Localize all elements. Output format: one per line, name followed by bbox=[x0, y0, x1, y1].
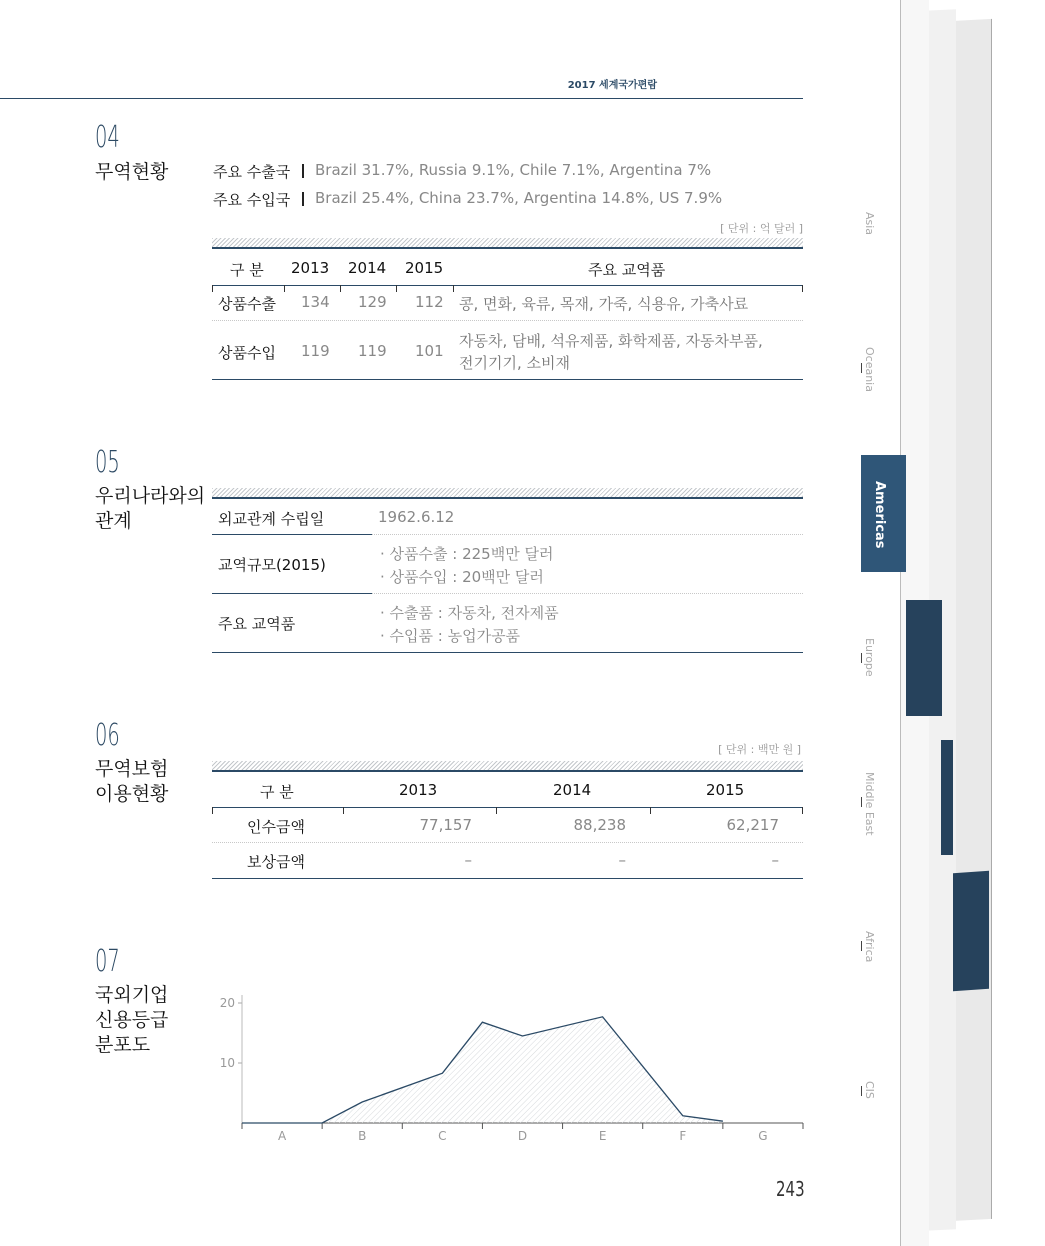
col-tick bbox=[802, 285, 803, 292]
section-title-insurance-2: 이용현황 bbox=[95, 783, 169, 805]
running-header: 2017 세계국가편람 bbox=[567, 80, 657, 91]
table-top-rule bbox=[212, 770, 803, 772]
cell-items-line2: 전기기기, 소비재 bbox=[459, 354, 570, 372]
cell-2015: 62,217 bbox=[726, 816, 779, 834]
cell-2014: 119 bbox=[358, 342, 387, 360]
export-countries-value: Brazil 31.7%, Russia 9.1%, Chile 7.1%, Argentina 7% bbox=[315, 161, 712, 179]
side-tick bbox=[861, 363, 862, 373]
section-title-relations-1: 우리나라와의 bbox=[95, 485, 206, 507]
trade-unit: [ 단위 : 억 달러 ] bbox=[720, 222, 803, 235]
label-rule bbox=[212, 593, 372, 594]
credit-rating-chart bbox=[200, 985, 810, 1145]
col-tick bbox=[340, 285, 341, 292]
table-hatch bbox=[212, 761, 803, 770]
cell-2014: 129 bbox=[358, 293, 387, 311]
table-bottom-rule bbox=[212, 652, 803, 653]
row-divider bbox=[372, 593, 803, 594]
side-tick bbox=[861, 1086, 862, 1096]
col-header-2014: 2014 bbox=[553, 781, 592, 799]
col-header-2013: 2013 bbox=[399, 781, 438, 799]
cell-items: 콩, 면화, 육류, 목재, 가죽, 식용유, 가축사료 bbox=[459, 295, 749, 313]
row-label: 상품수입 bbox=[218, 344, 276, 362]
import-countries-value: Brazil 25.4%, China 23.7%, Argentina 14.8%, US 7.9% bbox=[315, 189, 723, 207]
col-header-2015: 2015 bbox=[405, 259, 444, 277]
side-tick bbox=[861, 653, 862, 663]
x-tick-label: G bbox=[758, 1129, 768, 1143]
y-tick-label: 20 bbox=[219, 996, 235, 1010]
cell-2015: – bbox=[771, 851, 779, 869]
side-tab-asia[interactable]: Asia bbox=[863, 212, 876, 236]
section-title-credit-2: 신용등급 bbox=[95, 1009, 169, 1031]
cell-2013: 77,157 bbox=[419, 816, 472, 834]
table-top-rule bbox=[212, 497, 803, 499]
row-label: 상품수출 bbox=[218, 295, 276, 313]
table-top-rule bbox=[212, 247, 803, 249]
cell-2013: 134 bbox=[301, 293, 330, 311]
col-tick bbox=[212, 807, 213, 814]
table-bottom-rule bbox=[212, 379, 803, 380]
side-tick bbox=[861, 941, 862, 951]
x-tick-label: E bbox=[598, 1129, 607, 1143]
col-tick bbox=[650, 807, 651, 814]
row-value-line2: · 수입품 : 농업가공품 bbox=[380, 627, 521, 645]
table-hatch bbox=[212, 488, 803, 497]
side-tab-americas[interactable] bbox=[861, 455, 906, 572]
table-hatch bbox=[212, 238, 803, 247]
col-header-2015: 2015 bbox=[706, 781, 745, 799]
row-divider bbox=[212, 842, 803, 843]
edge-tab-1 bbox=[906, 600, 942, 716]
section-number-05: 05 bbox=[95, 445, 120, 480]
row-value-line2: · 상품수입 : 20백만 달러 bbox=[380, 568, 544, 586]
section-number-06: 06 bbox=[95, 718, 120, 753]
col-tick bbox=[396, 285, 397, 292]
separator-bar bbox=[302, 164, 304, 178]
header-rule bbox=[0, 98, 803, 99]
separator-bar bbox=[302, 192, 304, 206]
cell-2015: 112 bbox=[415, 293, 444, 311]
label-rule bbox=[212, 534, 372, 535]
cell-2013: 119 bbox=[301, 342, 330, 360]
section-title-trade: 무역현황 bbox=[95, 161, 169, 183]
insurance-unit: [ 단위 : 백만 원 ] bbox=[718, 743, 801, 756]
col-header-items: 주요 교역품 bbox=[588, 261, 666, 279]
export-countries-label: 주요 수출국 bbox=[213, 163, 291, 181]
edge-tab-3 bbox=[953, 871, 989, 992]
header-rule bbox=[212, 807, 803, 808]
cell-2014: – bbox=[618, 851, 626, 869]
row-label: 인수금액 bbox=[247, 818, 305, 836]
row-label: 보상금액 bbox=[247, 853, 305, 871]
side-tab-europe[interactable]: Europe bbox=[863, 638, 876, 677]
row-label: 교역규모(2015) bbox=[218, 556, 326, 574]
section-title-credit-3: 분포도 bbox=[95, 1034, 151, 1056]
col-header-category: 구 분 bbox=[260, 783, 294, 801]
x-tick-label: C bbox=[438, 1129, 447, 1143]
side-tab-oceania[interactable]: Oceania bbox=[863, 347, 876, 392]
row-label: 외교관계 수립일 bbox=[218, 510, 325, 528]
row-value: 1962.6.12 bbox=[378, 508, 455, 526]
col-header-2014: 2014 bbox=[348, 259, 387, 277]
section-title-credit-1: 국외기업 bbox=[95, 984, 169, 1006]
cell-items: 자동차, 담배, 석유제품, 화학제품, 자동차부품, bbox=[459, 332, 763, 350]
col-tick bbox=[496, 807, 497, 814]
col-header-2013: 2013 bbox=[291, 259, 330, 277]
section-number-04: 04 bbox=[95, 120, 120, 155]
row-value-line1: · 수출품 : 자동차, 전자제품 bbox=[380, 604, 559, 622]
col-tick bbox=[802, 807, 803, 814]
x-tick-label: F bbox=[679, 1129, 687, 1143]
cell-2013: – bbox=[464, 851, 472, 869]
row-label: 주요 교역품 bbox=[218, 615, 296, 633]
x-tick-label: D bbox=[517, 1129, 528, 1143]
col-tick bbox=[343, 807, 344, 814]
side-tab-middle-east[interactable]: Middle East bbox=[863, 772, 876, 836]
col-header-category: 구 분 bbox=[230, 261, 264, 279]
page-number: 243 bbox=[776, 1177, 805, 1201]
table-bottom-rule bbox=[212, 878, 803, 879]
section-title-relations-2: 관계 bbox=[95, 510, 132, 532]
cell-2015: 101 bbox=[415, 342, 444, 360]
cell-2014: 88,238 bbox=[573, 816, 626, 834]
side-tab-cis[interactable]: CIS bbox=[863, 1081, 876, 1099]
section-title-insurance-1: 무역보험 bbox=[95, 758, 169, 780]
row-divider bbox=[372, 534, 803, 535]
row-divider bbox=[212, 320, 803, 321]
import-countries-label: 주요 수입국 bbox=[213, 191, 291, 209]
col-tick bbox=[212, 285, 213, 292]
row-value-line1: · 상품수출 : 225백만 달러 bbox=[380, 545, 554, 563]
area-fill bbox=[242, 1017, 723, 1123]
section-number-07: 07 bbox=[95, 944, 120, 979]
col-tick bbox=[453, 285, 454, 292]
side-tab-africa[interactable]: Africa bbox=[863, 931, 876, 963]
y-tick-label: 10 bbox=[219, 1056, 235, 1070]
side-tick bbox=[861, 797, 862, 807]
x-tick-label: B bbox=[358, 1129, 367, 1143]
side-tab-americas-label: Americas bbox=[872, 481, 887, 549]
x-tick-label: A bbox=[277, 1129, 287, 1143]
edge-tab-2 bbox=[941, 740, 953, 855]
col-tick bbox=[284, 285, 285, 292]
page-edge-3 bbox=[950, 19, 992, 1221]
header-rule bbox=[212, 285, 803, 286]
